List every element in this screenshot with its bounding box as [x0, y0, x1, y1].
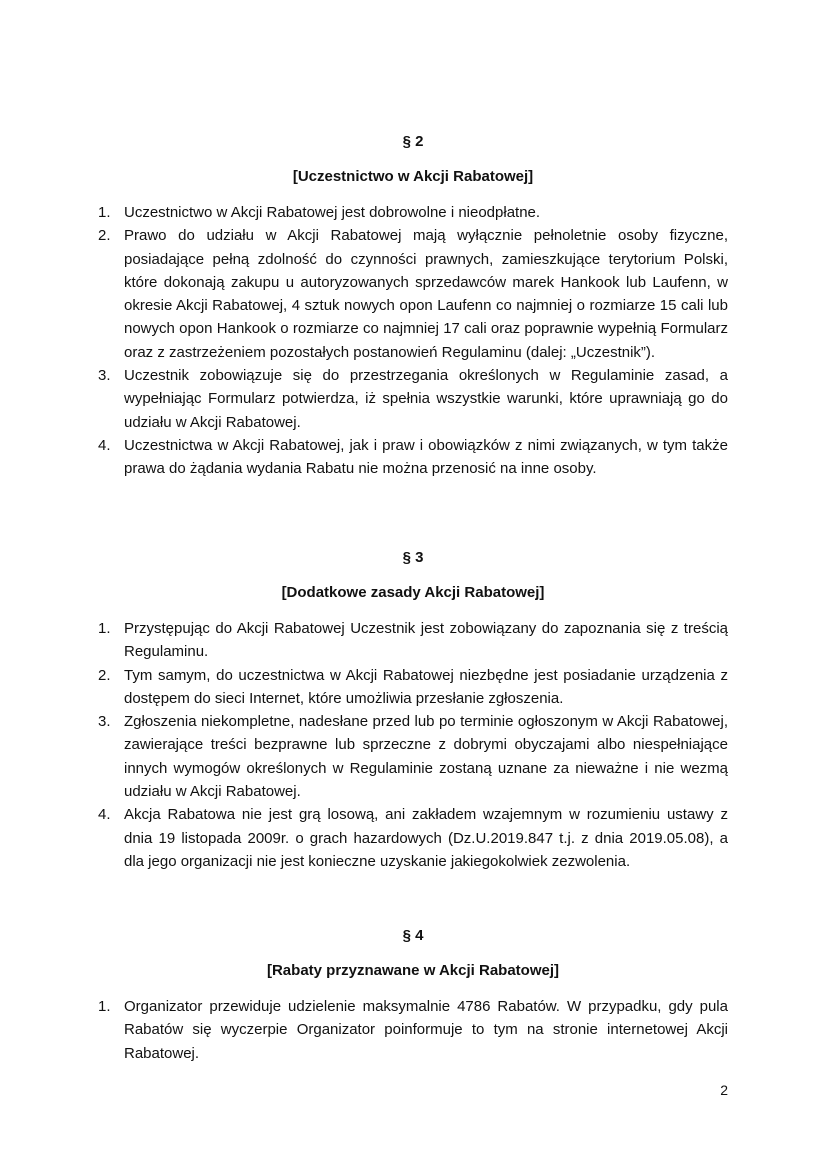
list-item: 1. Przystępując do Akcji Rabatowej Uczestnik jest zobowiązany do zapoznania się z treścią Regulaminu. — [98, 620, 728, 661]
section-number: § 4 — [402, 927, 424, 944]
list-item: 3. Uczestnik zobowiązuje się do przestrzegania określonych w Regulaminie zasad, a wypełniając Formularz potwierdza, iż spełnia wszystkie warunki, które uprawniają go do udziału w Akcji Rabatowej. — [98, 367, 728, 431]
list-item: 1. Uczestnictwo w Akcji Rabatowej jest dobrowolne i nieodpłatne. — [98, 204, 541, 221]
list-item: 3. Zgłoszenia niekompletne, nadesłane przed lub po terminie ogłoszonym w Akcji Rabatowej, zawierające treści bezprawne lub sprzeczne z dobrymi obyczajami albo niespełniające innych wymogów określonych w Regulaminie zostaną uznane za nieważne i nie wezmą udziału w Akcji Rabatowej. — [98, 713, 728, 801]
section-2 — [0, 132, 826, 481]
list-item: 4. Uczestnictwa w Akcji Rabatowej, jak i praw i obowiązków z nimi związanych, w tym także prawa do żądania wydania Rabatu nie można przenosić na inne osoby. — [98, 436, 728, 478]
list-item: 2. Tym samym, do uczestnictwa w Akcji Rabatowej niezbędne jest posiadanie urządzenia z dostępem do sieci Internet, które umożliwia przesłanie zgłoszenia. — [98, 666, 728, 707]
list-item: 4. Akcja Rabatowa nie jest grą losową, ani zakładem wzajemnym w rozumieniu ustawy z dnia 19 listopada 2009r. o grach hazardowych (Dz.U.2019.847 t.j. z dnia 2019.05.08), a dla jego organizacji nie jest konieczne uzyskanie jakiegokolwiek zezwolenia. — [98, 806, 728, 870]
page-number: 2 — [720, 1082, 728, 1098]
section-number: § 3 — [402, 549, 424, 566]
section-3 — [0, 548, 826, 873]
section-number: § 2 — [402, 133, 424, 150]
section-items — [98, 995, 728, 1065]
section-title: [Dodatkowe zasady Akcji Rabatowej] — [281, 584, 545, 601]
section-4 — [0, 926, 826, 1065]
section-items — [98, 617, 728, 873]
section-title: [Uczestnictwo w Akcji Rabatowej] — [292, 168, 534, 185]
section-items — [98, 201, 728, 481]
section-title: [Rabaty przyznawane w Akcji Rabatowej] — [266, 962, 560, 979]
list-item: 1. Organizator przewiduje udzielenie maksymalnie 4786 Rabatów. W przypadku, gdy pula Rabatów się wyczerpie Organizator poinformuje to tym na stronie internetowej Akcji Rabatowej. — [98, 998, 728, 1062]
list-item: 2. Prawo do udziału w Akcji Rabatowej mają wyłącznie pełnoletnie osoby fizyczne, posiadające pełną zdolność do czynności prawnych, zamieszkujące terytorium Polski, które dokonają zakupu u autoryzowanych sprzedawców marek Hankook lub Laufenn, w okresie Akcji Rabatowej, 4 sztuk nowych opon Laufenn co najmniej o rozmiarze 15 cali lub nowych opon Hankook o rozmiarze co najmniej 17 cali oraz poprawnie wypełnią Formularz oraz z zastrzeżeniem pozostałych postanowień Regulaminu (dalej: „Uczestnik”). — [98, 227, 728, 361]
